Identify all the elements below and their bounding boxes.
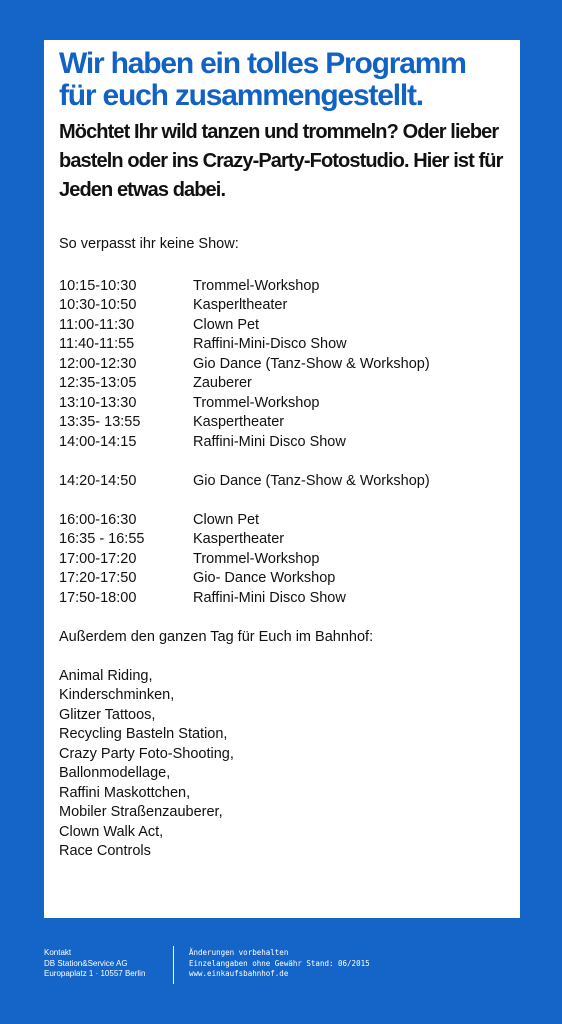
schedule-time: 16:00-16:30 bbox=[59, 511, 137, 528]
schedule-row bbox=[59, 277, 506, 297]
schedule-intro: So verpasst ihr keine Show: bbox=[59, 236, 239, 252]
schedule-row bbox=[59, 589, 506, 609]
schedule-time: 12:00-12:30 bbox=[59, 355, 137, 372]
schedule-event: Clown Pet bbox=[193, 316, 260, 333]
schedule-time: 17:00-17:20 bbox=[59, 550, 137, 567]
schedule-row bbox=[59, 335, 506, 355]
content-card bbox=[44, 40, 520, 918]
page-title: Wir haben ein tolles Programm für euch zusammengestellt. bbox=[59, 47, 466, 112]
schedule-time: 16:35 - 16:55 bbox=[59, 531, 145, 547]
schedule-row bbox=[59, 374, 506, 394]
schedule-group bbox=[59, 277, 506, 453]
footer-divider bbox=[173, 946, 174, 984]
schedule-time: 10:15-10:30 bbox=[59, 277, 137, 294]
footer-notes bbox=[189, 948, 370, 980]
schedule-row bbox=[59, 296, 506, 316]
extras-item: Animal Riding, bbox=[59, 667, 153, 684]
schedule-row bbox=[59, 569, 506, 589]
extras-title: Außerdem den ganzen Tag für Euch im Bahnhof: bbox=[59, 628, 374, 645]
schedule-row bbox=[59, 394, 506, 414]
schedule-row bbox=[59, 530, 506, 550]
footer-company: DB Station&Service AG bbox=[44, 958, 128, 968]
schedule-event: Zauberer bbox=[193, 375, 252, 391]
extras-item: Glitzer Tattoos, bbox=[59, 706, 156, 723]
schedule-row bbox=[59, 472, 506, 492]
footer bbox=[44, 946, 520, 986]
schedule-row bbox=[59, 433, 506, 453]
schedule-time: 14:20-14:50 bbox=[59, 472, 137, 489]
extras-item: Race Controls bbox=[59, 843, 151, 859]
footer-website-link[interactable]: www.einkaufsbahnhof.de bbox=[189, 969, 289, 978]
subheadline: Möchtet Ihr wild tanzen und trommeln? Oder lieber basteln oder ins Crazy-Party-Fotostudio. Hier ist für Jeden etwas dabei. bbox=[59, 121, 503, 201]
schedule bbox=[59, 277, 506, 609]
schedule-time: 17:50-18:00 bbox=[59, 589, 137, 606]
schedule-event: Raffini-Mini Disco Show bbox=[193, 433, 346, 450]
extras-list bbox=[59, 667, 506, 862]
footer-address: Europaplatz 1 · 10557 Berlin bbox=[44, 969, 146, 978]
schedule-time: 12:35-13:05 bbox=[59, 375, 137, 391]
schedule-event: Raffini-Mini-Disco Show bbox=[193, 336, 347, 352]
schedule-event: Clown Pet bbox=[193, 511, 260, 528]
schedule-group bbox=[59, 472, 506, 492]
extras-item: Ballonmodellage, bbox=[59, 765, 171, 781]
schedule-group bbox=[59, 511, 506, 609]
schedule-row bbox=[59, 355, 506, 375]
extras-item: Mobiler Straßenzauberer, bbox=[59, 804, 223, 820]
schedule-time: 13:35- 13:55 bbox=[59, 414, 141, 430]
footer-contact-label: Kontakt bbox=[44, 948, 72, 957]
schedule-time: 11:40-11:55 bbox=[59, 336, 135, 352]
schedule-event: Gio Dance (Tanz-Show & Workshop) bbox=[193, 472, 430, 489]
schedule-row bbox=[59, 413, 506, 433]
footer-contact bbox=[44, 948, 145, 980]
footer-notice: Änderungen vorbehalten bbox=[189, 948, 289, 957]
schedule-time: 11:00-11:30 bbox=[59, 316, 135, 333]
schedule-event: Trommel-Workshop bbox=[193, 277, 320, 294]
schedule-event: Gio Dance (Tanz-Show & Workshop) bbox=[193, 355, 430, 372]
extras-item: Recycling Basteln Station, bbox=[59, 726, 228, 742]
schedule-event: Kaspertheater bbox=[193, 531, 285, 547]
schedule-time: 10:30-10:50 bbox=[59, 297, 137, 313]
schedule-event: Kaspertheater bbox=[193, 414, 285, 430]
schedule-row bbox=[59, 316, 506, 336]
schedule-time: 17:20-17:50 bbox=[59, 570, 137, 586]
schedule-event: Trommel-Workshop bbox=[193, 394, 320, 411]
schedule-time: 13:10-13:30 bbox=[59, 394, 137, 411]
schedule-event: Kasperltheater bbox=[193, 297, 288, 313]
extras-item: Clown Walk Act, bbox=[59, 823, 164, 840]
footer-disclaimer: Einzelangaben ohne Gewähr Stand: 06/2015 bbox=[189, 958, 370, 968]
extras-item: Kinderschminken, bbox=[59, 687, 175, 703]
schedule-event: Raffini-Mini Disco Show bbox=[193, 589, 346, 606]
schedule-row bbox=[59, 511, 506, 531]
schedule-event: Trommel-Workshop bbox=[193, 550, 320, 567]
extras-item: Raffini Maskottchen, bbox=[59, 784, 191, 801]
extras-item: Crazy Party Foto-Shooting, bbox=[59, 745, 234, 762]
schedule-row bbox=[59, 550, 506, 570]
schedule-time: 14:00-14:15 bbox=[59, 433, 137, 450]
schedule-event: Gio- Dance Workshop bbox=[193, 570, 336, 586]
